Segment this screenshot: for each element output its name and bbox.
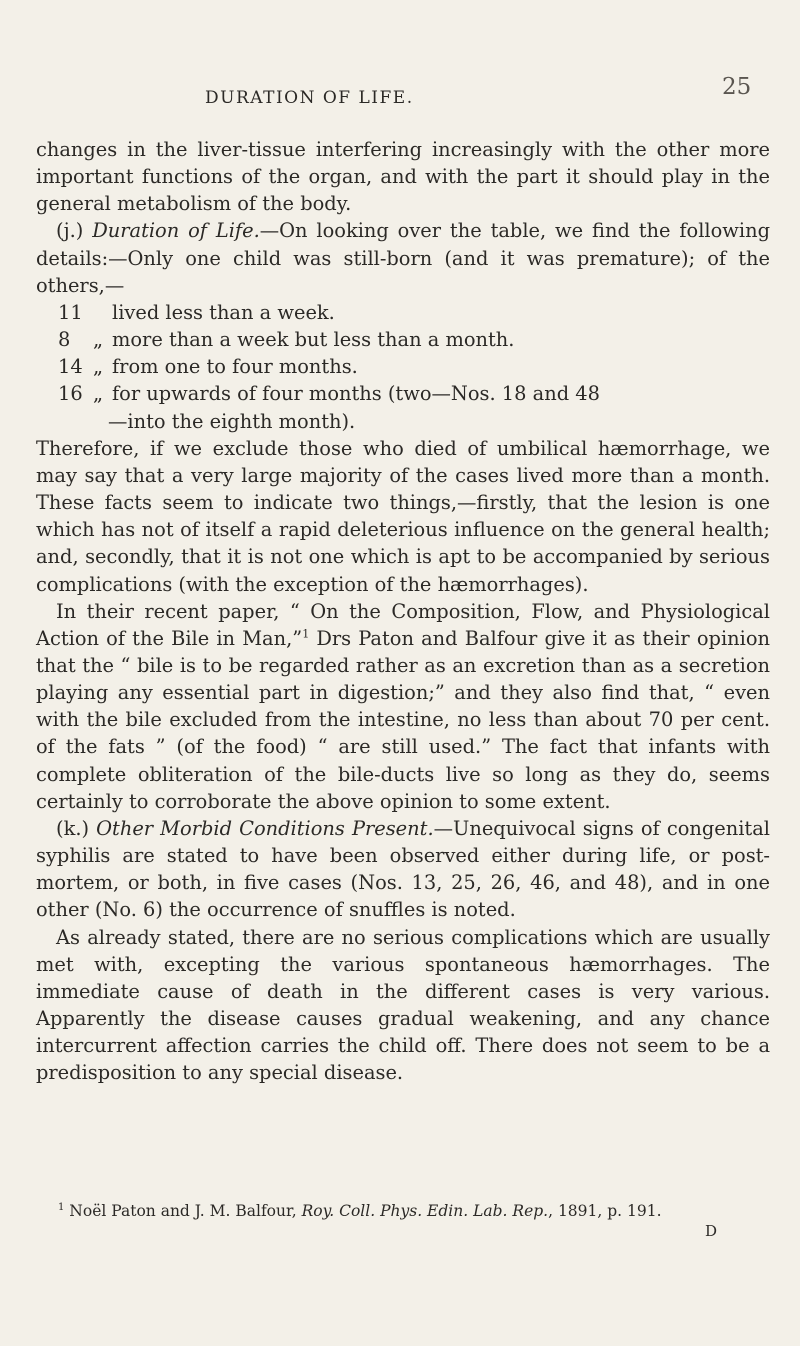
list-continuation-text: —into the eighth month).	[108, 409, 356, 433]
paragraph-bile-text-a: In their recent paper, “ On the Composition, Flow, and Physiological Action of the Bile in Man,”	[36, 599, 770, 650]
survival-list	[36, 299, 770, 435]
ditto-mark: „	[92, 382, 104, 406]
ditto-mark: „	[92, 355, 104, 379]
list-item-count: 11	[58, 300, 83, 324]
ditto-mark	[84, 299, 112, 326]
footnote-text-b: , 1891, p. 191.	[548, 1202, 662, 1220]
footnote-reference: 1	[302, 627, 310, 641]
list-item-text: for upwards of four months (two—Nos. 18 and 48	[112, 382, 600, 406]
footnote-journal: Roy. Coll. Phys. Edin. Lab. Rep.	[301, 1202, 549, 1220]
running-head: DURATION OF LIFE.	[205, 88, 414, 108]
paragraph-liver-changes: changes in the liver-tissue interfering increasingly with the other more important functions of the organ, and with the part it should play in the general metabolism of the body.	[36, 138, 770, 216]
paragraph-morbid-conditions	[36, 815, 770, 924]
body-text	[36, 136, 770, 1086]
list-item-text: from one to four months.	[112, 355, 358, 379]
signature-mark: D	[705, 1222, 718, 1240]
list-item	[58, 299, 770, 326]
section-label-k: (k.)	[56, 816, 90, 840]
section-heading-duration: Duration of Life.	[92, 219, 260, 243]
list-item-count: 14	[58, 355, 83, 379]
paragraph-duration-of-life	[36, 217, 770, 298]
list-item	[58, 326, 770, 353]
paragraph-bile-paper	[36, 598, 770, 815]
footnote	[58, 1200, 770, 1222]
paragraph-duration-text: —On looking over the table, we find the following details:—Only one child was still-born (and it was premature); of the others,—	[36, 219, 770, 297]
footnote-mark: 1	[58, 1201, 65, 1213]
list-item-text: lived less than a week.	[112, 300, 335, 324]
list-item-text: more than a week but less than a month.	[112, 328, 515, 352]
list-item	[58, 380, 770, 407]
paragraph-complications: As already stated, there are no serious complications which are usually met with, excepting the various spontaneous hæmorrhages. The immediate cause of death in the different cases is very various. Apparently the disease causes gradual weakening, and any chance intercurrent affection carries the child off. There does not seem to be a predisposition to any special disease.	[36, 925, 770, 1085]
list-item-count: 8	[58, 328, 71, 352]
paragraph-bile-text-b: Drs Paton and Balfour give it as their opinion that the “ bile is to be regarded rather as an excretion than as a secretion playing any essential part in digestion;” and they also find that, “ even with the bile excluded from the intestine, no less than about 70 per cent. of the fats ” (of the food) “ are still used.” The fact that infants with complete obliteration of the bile-ducts live so long as they do, seems certainly to corroborate the above opinion to some extent.	[36, 626, 770, 813]
section-heading-morbid: Other Morbid Conditions Present.	[96, 816, 434, 840]
section-label-j: (j.)	[56, 219, 84, 243]
page-number: 25	[722, 74, 752, 100]
paragraph-morbid-text: —Unequivocal signs of congenital syphilis are stated to have been observed either during life, or post-mortem, or both, in five cases (Nos. 13, 25, 26, 46, and 48), and in one other (No. 6) the occurrence of snuffles is noted.	[36, 816, 770, 922]
paragraph-conclusions: Therefore, if we exclude those who died of umbilical hæmorrhage, we may say that a very large majority of the cases lived more than a month. These facts seem to indicate two things,—firstly, that the lesion is one which has not of itself a rapid deleterious influence on the general health; and, secondly, that it is not one which is apt to be accompanied by serious complications (with the exception of the hæmorrhages).	[36, 436, 770, 596]
list-item-count: 16	[58, 382, 83, 406]
list-item	[58, 353, 770, 380]
footnote-text-a: Noël Paton and J. M. Balfour,	[64, 1202, 302, 1220]
list-item-continuation	[58, 408, 770, 435]
ditto-mark: „	[92, 328, 104, 352]
